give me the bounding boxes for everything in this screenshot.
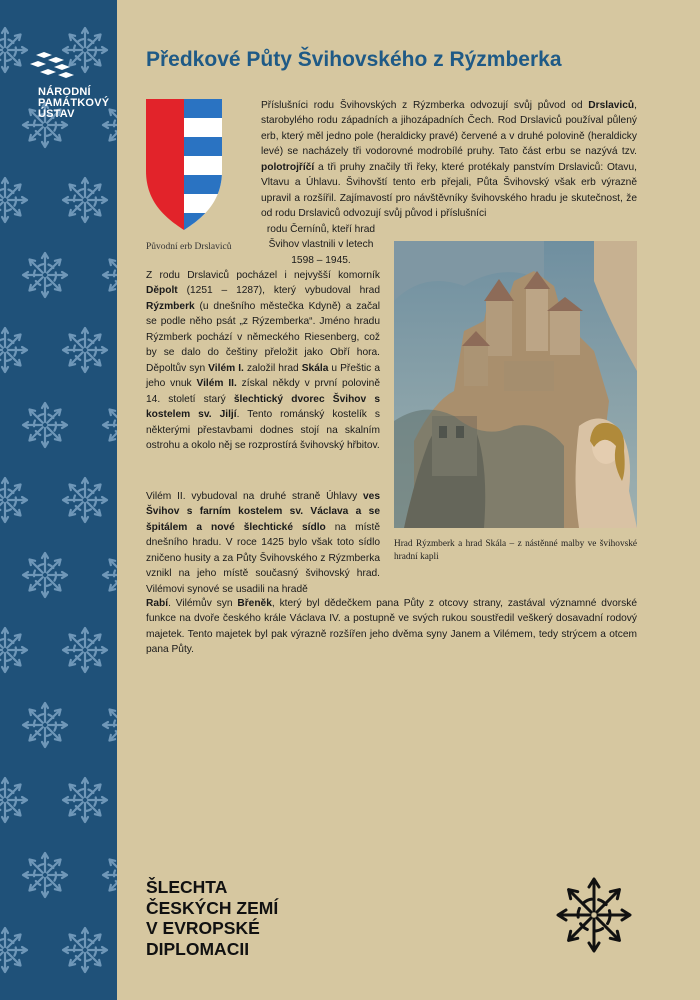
bold-run: Vilém II. <box>196 378 237 390</box>
bold-run: Břeněk <box>237 598 272 609</box>
compass-pattern-icon <box>63 478 107 522</box>
paragraph-brenek <box>146 596 637 658</box>
compass-pattern-icon <box>103 253 117 297</box>
text-run: získal někdy v první polovině 14. století starý <box>146 378 380 405</box>
text-run: , starobylého rodu západních a jihozápadních Čech. Rod Drslaviců používal půlený erb, který měl jedno pole (heraldicky pravé) červené a v druhé polovině (heraldicky levé) se nacházely tři vodorovné modrobílé pruhy. Tato část erbu se nazývá tzv. <box>261 100 637 158</box>
bold-run: Drslaviců <box>588 100 635 111</box>
sidebar <box>0 0 117 1000</box>
text-run: . Tento románský kostelík s některými přestavbami dodnes stojí na skalním ostrohu a okolo něj se rozprostírá švihovský hřbitov. <box>146 409 380 451</box>
compass-pattern-icon <box>103 553 117 597</box>
logo-line-1: NÁRODNÍ <box>38 86 91 98</box>
text-run: (u dnešního městečka Kdyně) a začal se podle něho psát „z Rýzemberka“. Jméno hradu Rýzmberk pochází v německého Riesenberg, což by se dalo do češtiny přeložit jako Obří hora. Děpoltův syn <box>146 300 380 374</box>
paragraph-origin <box>261 98 637 222</box>
paragraph-vilem <box>146 489 380 597</box>
series-title-line-2: ČESKÝCH ZEMÍ <box>146 897 279 918</box>
bold-run: polotrojříčí <box>261 161 315 173</box>
bold-run: šlechtický dvorec Švihov s kostelem sv. Jiljí <box>146 393 380 421</box>
text-run: Z rodu Drslaviců pocházel i nejvyšší komorník <box>146 270 380 281</box>
bold-run: Vilém I. <box>208 362 244 374</box>
series-title-line-3: V EVROPSKÉ <box>146 918 260 938</box>
bold-run: ves Švihov s farním kostelem sv. Václava a se špitálem a nové šlechtické sídlo <box>146 491 380 533</box>
compass-pattern-icon <box>23 853 67 897</box>
coat-of-arms-caption: Původní erb Drslaviců <box>146 242 232 252</box>
text-run: Příslušníci rodu Švihovských z Rýzmberka odvozují svůj původ od <box>261 100 589 111</box>
text-run: . Vilémův syn <box>168 598 238 609</box>
series-title-line-1: ŠLECHTA <box>146 877 228 897</box>
compass-pattern-icon <box>0 778 27 822</box>
logo-line-2: PAMÁTKOVÝ <box>38 97 110 109</box>
wall-painting-image <box>394 241 637 528</box>
compass-pattern-icon <box>63 928 107 972</box>
compass-pattern-icon <box>103 403 117 447</box>
compass-pattern-icon <box>23 553 67 597</box>
compass-pattern-icon <box>0 628 27 672</box>
compass-pattern-icon <box>23 403 67 447</box>
logo-line-3: ÚSTAV <box>38 108 75 120</box>
text-run: na místě dnešního hradu. V roce 1425 bylo však toto sídlo zničeno husity a za Půty Švihovského z Rýzmberka vznikl na jeho místě současný švihovský hrad. Vilémovi synové se usadili na hradě <box>146 521 380 595</box>
bold-run: Skála <box>301 362 329 374</box>
drslavic-coat-of-arms-icon <box>146 99 222 230</box>
compass-pattern-icon <box>103 853 117 897</box>
compass-pattern-icon <box>0 478 27 522</box>
text-run: u Přeštic a jeho vnuk <box>146 362 380 390</box>
painting-caption: Hrad Rýzmberk a hrad Skála – z nástěnné malby ve švihovské hradní kapli <box>394 539 637 562</box>
compass-pattern-icon <box>63 778 107 822</box>
text-run: Vilém II. vybudoval na druhé straně Úhlavy <box>146 491 363 502</box>
text-run: rodu Černínů, kteří hrad Švihov vlastnili v letech 1598 – 1945. <box>266 224 376 266</box>
text-run: založil hrad <box>243 362 302 374</box>
series-title <box>146 877 278 959</box>
compass-pattern-icon <box>0 928 27 972</box>
compass-pattern-icon <box>0 328 27 372</box>
text-run: , který byl dědečkem pana Půty z otcovy strany, zastával významné dvorské funkce na dvoře českého krále Václava IV. a postupně ve svých rukou soustředil veškerý dosavadní rodový majetek. Tento majetek byl pak výrazně rozšířen jeho dvěma syny Janem a Vilémem, tedy strýcem a otcem pana Půty. <box>146 598 637 656</box>
text-run: (1251 – 1287), který vybudoval hrad <box>177 285 380 297</box>
compass-pattern-icon <box>23 253 67 297</box>
compass-pattern-icon <box>0 178 27 222</box>
compass-pattern-icon <box>63 328 107 372</box>
logo-text <box>38 87 109 120</box>
page-title: Předkové Půty Švihovského z Rýzmberka <box>146 48 562 71</box>
compass-pattern-icon <box>63 628 107 672</box>
compass-pattern-icon <box>63 178 107 222</box>
sidebar-compass-pattern <box>0 0 117 1000</box>
compass-rose-icon <box>554 875 634 955</box>
series-title-line-4: DIPLOMACII <box>146 938 250 959</box>
compass-pattern-icon <box>23 703 67 747</box>
bold-run: Rabí <box>146 598 169 609</box>
bold-run: Rýzmberk <box>146 300 195 312</box>
text-run: a tři pruhy značily tři řeky, které protékaly panstvím Drslaviců: Otavu, Vltavu a Úhlavu. Švihovští tento erb přejali, Půta Švihovský však erb výrazně upravil a rozšířil. Zajímavostí pro návštěvníky švihovského hradu je skutečnost, že od rodu Drslaviců odvozují svůj původ i příslušníci <box>261 161 637 220</box>
compass-pattern-icon <box>0 28 27 72</box>
npu-logo-icon <box>28 52 76 86</box>
paragraph-origin-tail <box>261 222 381 268</box>
bold-run: Děpolt <box>146 285 178 297</box>
paragraph-depolt <box>146 268 380 453</box>
compass-pattern-icon <box>103 703 117 747</box>
